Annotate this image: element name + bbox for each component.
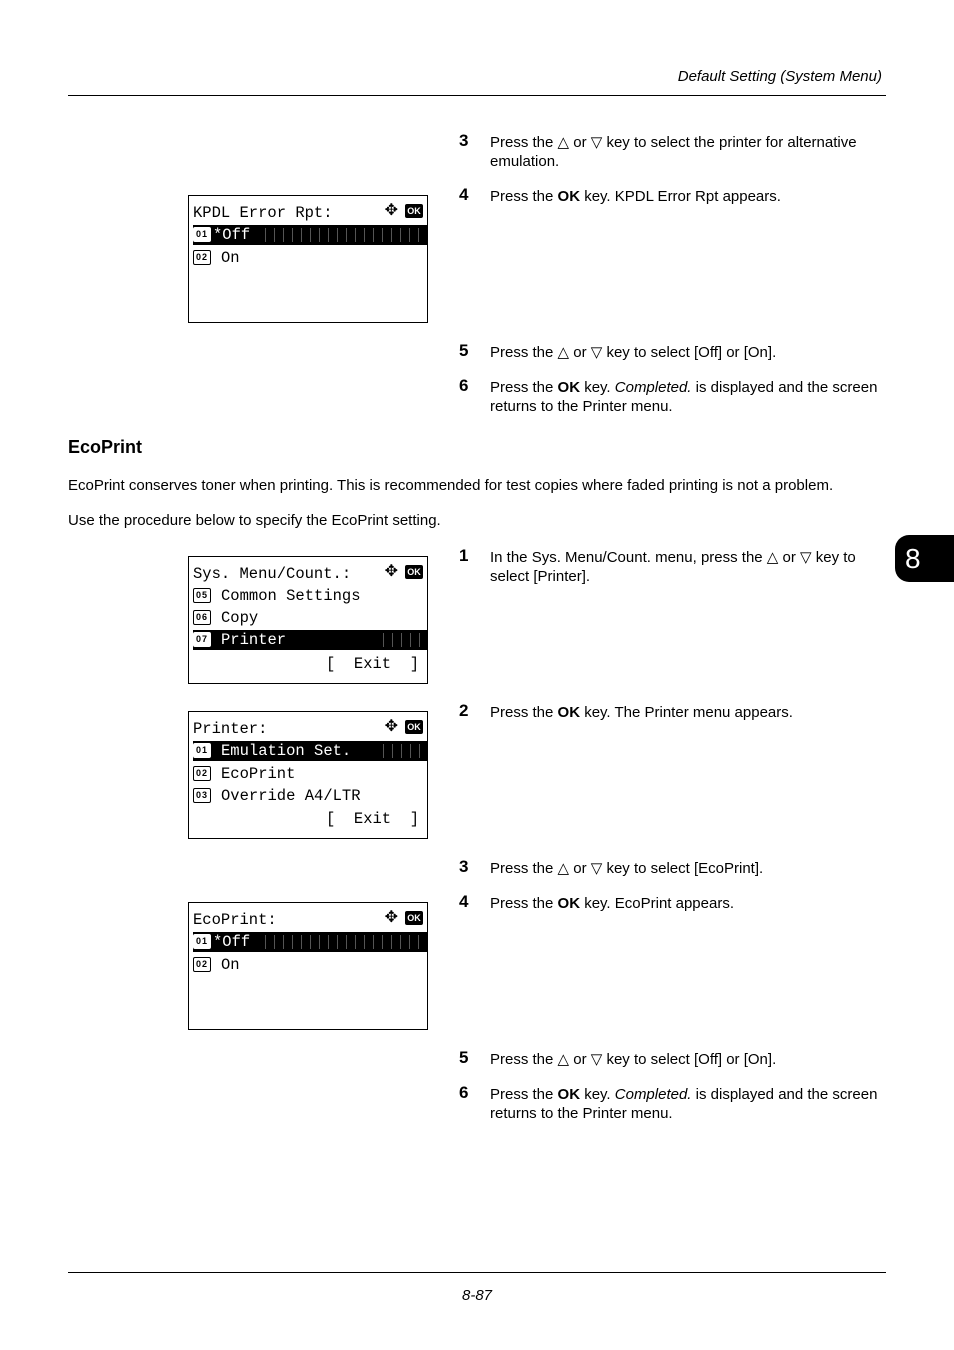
lcd-sys-menu xyxy=(188,556,428,684)
lcd-icons xyxy=(385,910,423,926)
lcd-option-off xyxy=(193,932,427,952)
number-badge: 02 xyxy=(193,250,211,265)
option-label: Emulation Set. xyxy=(221,742,352,760)
lcd-icons xyxy=(385,564,423,580)
lcd-option-selected xyxy=(193,630,427,650)
number-badge: 06 xyxy=(193,610,211,625)
step-text: In the Sys. Menu/Count. menu, press the △ or ▽ key to select [Printer]. xyxy=(490,549,856,585)
lcd-option-on xyxy=(193,955,427,975)
lcd-exit-softkey: [ Exit ] xyxy=(325,810,419,828)
number-badge: 01 xyxy=(193,743,211,758)
header-rule xyxy=(68,95,886,96)
step-text: Press the OK key. The Printer menu appears. xyxy=(490,704,793,721)
number-badge: 01 xyxy=(193,934,211,949)
lcd-icons xyxy=(385,719,423,735)
step-text: Press the OK key. KPDL Error Rpt appears. xyxy=(490,188,781,205)
step-number: 6 xyxy=(459,1083,469,1102)
navigation-cross-icon: ✥ xyxy=(384,718,398,735)
ok-key-icon: OK xyxy=(405,720,423,734)
step-text: Press the △ or ▽ key to select [Off] or [On]. xyxy=(490,1051,777,1068)
number-badge: 07 xyxy=(193,632,211,647)
number-badge: 02 xyxy=(193,957,211,972)
lcd-option-selected xyxy=(193,741,427,761)
lcd-ecoprint xyxy=(188,902,428,1030)
ok-key-icon: OK xyxy=(405,565,423,579)
step-text: Press the OK key. Completed. is displayed and the screen returns to the Printer menu. xyxy=(490,1086,878,1122)
number-badge: 02 xyxy=(193,766,211,781)
lcd-title: Printer: xyxy=(193,720,268,738)
lcd-option-on xyxy=(193,248,427,268)
ok-key-icon: OK xyxy=(405,204,423,218)
step-number: 1 xyxy=(459,546,469,565)
lcd-exit-softkey: [ Exit ] xyxy=(325,655,419,673)
lcd-title: Sys. Menu/Count.: xyxy=(193,565,352,583)
option-label: *Off xyxy=(213,933,251,951)
lcd-printer-menu xyxy=(188,711,428,839)
option-label: On xyxy=(221,249,240,267)
body-paragraph: Use the procedure below to specify the EcoPrint setting. xyxy=(68,512,441,529)
lcd-option-off xyxy=(193,225,427,245)
step-number: 4 xyxy=(459,185,469,204)
step-number: 3 xyxy=(459,857,469,876)
chapter-tab: 8 xyxy=(895,535,954,582)
step-number: 2 xyxy=(459,701,469,720)
option-label: *Off xyxy=(213,226,251,244)
navigation-cross-icon: ✥ xyxy=(384,202,398,219)
lcd-title: EcoPrint: xyxy=(193,911,277,929)
number-badge: 05 xyxy=(193,588,211,603)
lcd-option xyxy=(193,786,427,806)
step-text: Press the △ or ▽ key to select the printer for alternative emulation. xyxy=(490,134,857,170)
lcd-option xyxy=(193,586,427,606)
number-badge: 03 xyxy=(193,788,211,803)
page-number: 8-87 xyxy=(461,1287,493,1304)
navigation-cross-icon: ✥ xyxy=(384,909,398,926)
option-label: EcoPrint xyxy=(221,765,296,783)
section-heading: EcoPrint xyxy=(68,437,143,457)
lcd-title: KPDL Error Rpt: xyxy=(193,204,333,222)
step-number: 5 xyxy=(459,341,469,360)
navigation-cross-icon: ✥ xyxy=(384,563,398,580)
option-label: Printer xyxy=(221,631,287,649)
number-badge: 01 xyxy=(193,227,211,242)
step-number: 5 xyxy=(459,1048,469,1067)
footer-rule xyxy=(68,1272,886,1273)
step-text: Press the OK key. EcoPrint appears. xyxy=(490,895,734,912)
step-text: Press the △ or ▽ key to select [Off] or [On]. xyxy=(490,344,777,361)
body-paragraph: EcoPrint conserves toner when printing. This is recommended for test copies where faded printing is not a problem. xyxy=(68,477,834,494)
option-label: Override A4/LTR xyxy=(221,787,361,805)
lcd-icons xyxy=(385,203,423,219)
step-number: 4 xyxy=(459,892,469,911)
step-text: Press the △ or ▽ key to select [EcoPrint]. xyxy=(490,860,764,877)
step-number: 3 xyxy=(459,131,469,150)
step-number: 6 xyxy=(459,376,469,395)
ok-key-icon: OK xyxy=(405,911,423,925)
lcd-option xyxy=(193,764,427,784)
option-label: On xyxy=(221,956,240,974)
lcd-kpdl-error-rpt xyxy=(188,195,428,323)
lcd-option xyxy=(193,608,427,628)
option-label: Copy xyxy=(221,609,259,627)
running-header: Default Setting (System Menu) xyxy=(677,68,882,85)
step-text: Press the OK key. Completed. is displayed and the screen returns to the Printer menu. xyxy=(490,379,878,415)
option-label: Common Settings xyxy=(221,587,361,605)
